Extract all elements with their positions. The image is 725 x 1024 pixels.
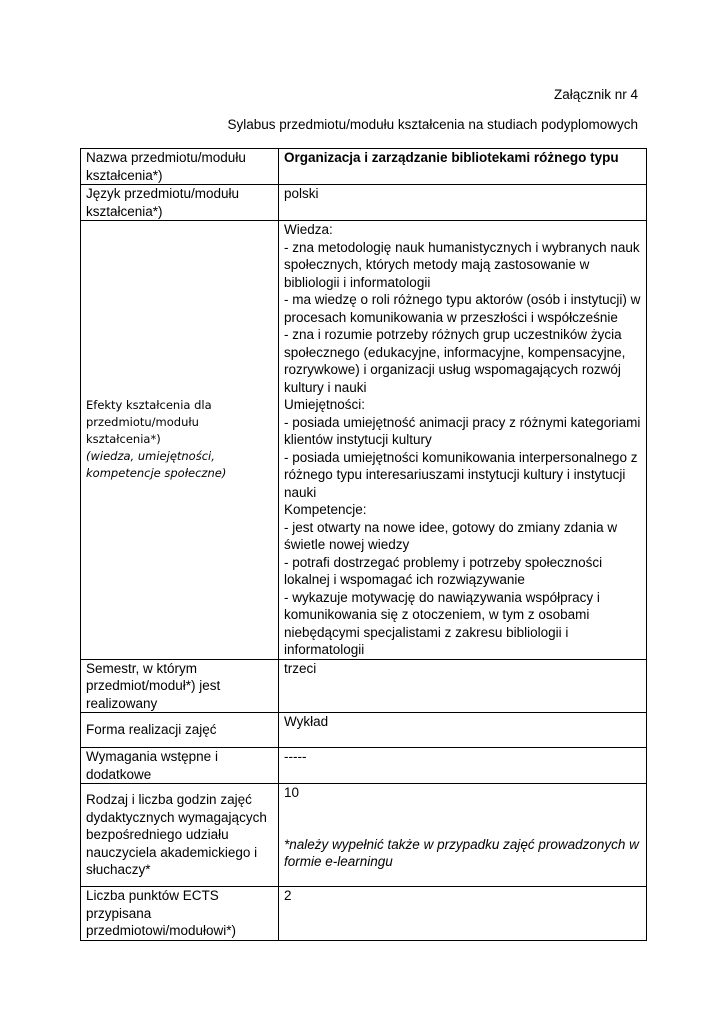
- outcome-line: - potrafi dostrzegać problemy i potrzeby społeczności lokalnej i wspomagać ich rozwiązywanie: [284, 554, 603, 587]
- course-language: polski: [279, 185, 647, 221]
- outcome-line: Wiedza:: [284, 222, 333, 237]
- outcomes-label-note: (wiedza, umiejętności, kompetencje społeczne): [86, 449, 227, 481]
- label-cell: Nazwa przedmiotu/modułu kształcenia*): [81, 149, 279, 185]
- outcomes-label-cell: [81, 221, 279, 660]
- table-row-ects: [81, 887, 647, 941]
- outcome-line: Kompetencje:: [284, 502, 367, 517]
- course-name: Organizacja i zarządzanie bibliotekami różnego typu: [279, 149, 647, 185]
- form-value: Wykład: [279, 713, 647, 748]
- requirements-value: -----: [279, 748, 647, 784]
- outcomes-list: [279, 221, 647, 660]
- outcome-line: - posiada umiejętność animacji pracy z różnymi kategoriami klientów instytucji kultury: [284, 414, 641, 447]
- table-row-requirements: [81, 748, 647, 784]
- label-cell: Forma realizacji zajęć: [81, 713, 279, 748]
- outcome-line: - zna metodologię nauk humanistycznych i wybranych nauk społecznych, których metody mają zastosowanie w bibliologii i informatologii: [284, 239, 640, 290]
- table-row-outcomes: [81, 221, 647, 660]
- table-row-language: [81, 185, 647, 221]
- outcome-line: - ma wiedzę o roli różnego typu aktorów (osób i instytucji) w procesach komunikowania w przeszłości i współcześnie: [284, 292, 641, 325]
- hours-note: *należy wypełnić także w przypadku zajęć prowadzonych w formie e-learningu: [284, 836, 639, 869]
- table-row-semester: [81, 659, 647, 713]
- ects-value: 2: [279, 887, 647, 941]
- outcome-line: - zna i rozumie potrzeby różnych grup uczestników życia społecznego (edukacyjne, informacyjne, kompensacyjne, rozrywkowe) i organizacji usług wspomagających rozwój kultury i nauki: [284, 327, 626, 395]
- annex-label: Załącznik nr 4: [553, 87, 638, 102]
- label-cell: Wymagania wstępne i dodatkowe: [81, 748, 279, 784]
- label-cell: Semestr, w którym przedmiot/moduł*) jest realizowany: [81, 659, 279, 713]
- outcome-line: - wykazuje motywację do nawiązywania współpracy i komunikowania się z otoczeniem, w tym z osobami niebędącymi specjalistami z zakresu bibliologii i informatologii: [284, 589, 600, 657]
- document-subtitle: Sylabus przedmiotu/modułu kształcenia na studiach podyplomowych: [227, 117, 638, 132]
- hours-value: 10: [284, 785, 300, 800]
- label-cell: Liczba punktów ECTS przypisana przedmiotowi/modułowi*): [81, 887, 279, 941]
- outcomes-label: Efekty kształcenia dla przedmiotu/modułu kształcenia*): [86, 398, 212, 447]
- outcome-line: - jest otwarty na nowe idee, gotowy do zmiany zdania w świetle nowej wiedzy: [284, 519, 618, 552]
- semester-value: trzeci: [279, 659, 647, 713]
- table-row-form: [81, 713, 647, 748]
- label-cell: Rodzaj i liczba godzin zajęć dydaktycznych wymagających bezpośredniego udziału nauczyciela akademickiego i słuchaczy*: [81, 784, 279, 887]
- label-cell: Język przedmiotu/modułu kształcenia*): [81, 185, 279, 221]
- hours-cell: [279, 784, 647, 887]
- syllabus-table: [80, 148, 647, 941]
- table-row-hours: [81, 784, 647, 887]
- outcome-line: Umiejętności:: [284, 397, 366, 412]
- outcome-line: - posiada umiejętności komunikowania interpersonalnego z różnego typu interesariuszami instytucji kultury i instytucji nauki: [284, 449, 638, 500]
- table-row-name: [81, 149, 647, 185]
